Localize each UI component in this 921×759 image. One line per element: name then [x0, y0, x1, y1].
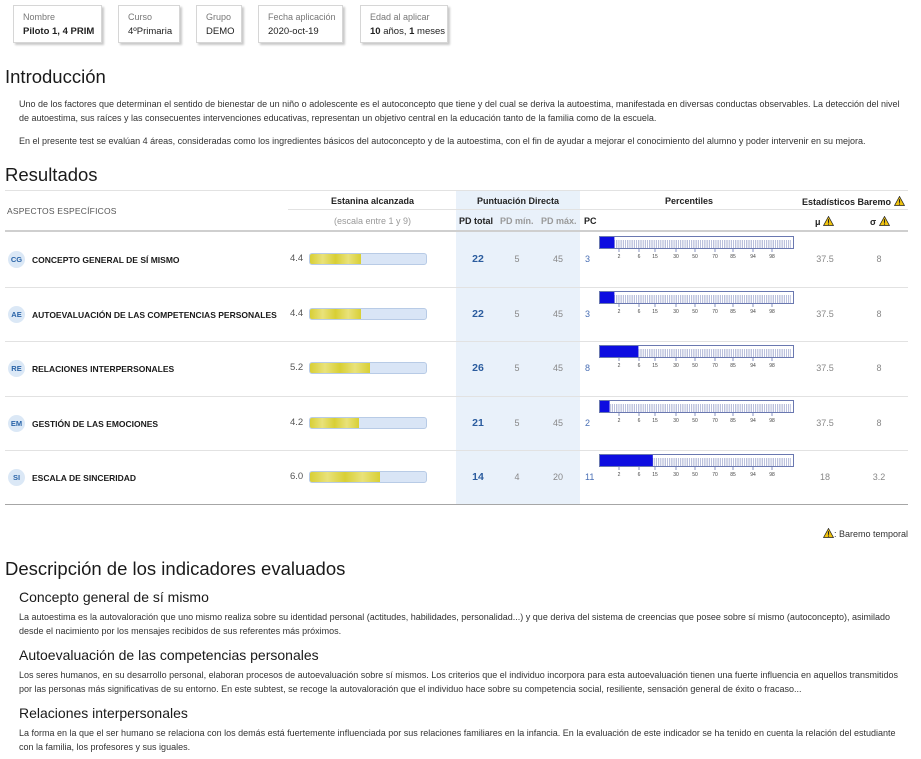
- pd-max-value: 45: [552, 254, 563, 264]
- percentile-tick-label: 70: [712, 254, 718, 260]
- card-label: Curso: [128, 12, 153, 22]
- pd-max-value: 45: [552, 417, 563, 428]
- header-estanina-sub: (escala entre 1 y 9): [334, 216, 412, 226]
- sigma-value: 8: [876, 254, 882, 264]
- pd-max-value: 45: [552, 363, 563, 373]
- percentile-tick-label: 6: [637, 417, 641, 424]
- divider: [288, 209, 908, 210]
- header-pd-total: PD total: [459, 216, 494, 226]
- percentile-bar: [599, 345, 797, 375]
- percentile-tick-label: 50: [692, 363, 698, 369]
- card-value: 10 años, 1 meses: [370, 26, 446, 37]
- card-fecha: [258, 5, 343, 43]
- pd-max-value: 20: [552, 472, 563, 482]
- percentile-tick-label: 94: [750, 254, 756, 260]
- header-pd-min: PD mín.: [500, 216, 534, 226]
- stanine-bar: [309, 417, 427, 429]
- header-pd-max: PD máx.: [541, 216, 577, 226]
- pc-value: 11: [585, 472, 595, 482]
- desc-text-ae: Los seres humanos, en su desarrollo personal, elaboran procesos de autoevaluación sobre sí mismos. Los criterios que el individuo incorpora para esta autoevaluación tienen una fuerte influencia en aquellos transmitidos por las personas más significativas de su entorno. En este subtest, se recoge la autovaloración que el individuo hace sobre su competencia social, resiliente, sensación general de éxito o fracaso...: [19, 670, 899, 694]
- pc-value: 8: [585, 363, 591, 373]
- percentile-tick-label: 85: [730, 254, 736, 260]
- percentile-bar: [599, 291, 797, 321]
- percentile-fill: [600, 401, 610, 412]
- card-value: Piloto 1, 4 PRIM: [23, 26, 95, 37]
- card-value: DEMO: [206, 26, 235, 37]
- mu-value: 37.5: [816, 254, 834, 264]
- aspect-code-badge: SI: [8, 469, 25, 486]
- percentile-bar: [599, 400, 797, 430]
- mu-value: 37.5: [816, 363, 834, 373]
- result-row: [5, 287, 908, 341]
- pd-total-value: 21: [472, 416, 484, 429]
- aspect-name: AUTOEVALUACIÓN DE LAS COMPETENCIAS PERSONALES: [32, 309, 277, 320]
- percentile-fill: [600, 455, 653, 466]
- aspect-code-badge: AE: [8, 306, 25, 323]
- percentile-tick-label: 94: [750, 417, 756, 424]
- header-percentiles: Percentiles: [665, 196, 714, 206]
- percentile-tick-label: 94: [750, 363, 756, 369]
- sigma-value: 3.2: [872, 472, 886, 482]
- stanine-fill: [310, 418, 359, 428]
- pc-value: 3: [585, 254, 591, 264]
- sigma-value: 8: [876, 417, 882, 428]
- percentile-tick-label: 15: [652, 363, 658, 369]
- card-label: Fecha aplicación: [268, 12, 336, 22]
- aspect-name: RELACIONES INTERPERSONALES: [32, 364, 175, 374]
- percentile-tick-label: 15: [652, 254, 658, 260]
- percentile-tick-label: 98: [769, 363, 775, 369]
- stanine-fill: [310, 472, 380, 482]
- stanine-bar: [309, 362, 427, 374]
- warning-icon: [894, 196, 905, 206]
- percentile-fill: [600, 292, 614, 303]
- percentile-tick-label: 50: [692, 472, 698, 478]
- result-row: [5, 232, 908, 286]
- header-estadisticos: Estadísticos Baremo: [802, 196, 905, 207]
- aspect-code-badge: EM: [8, 415, 25, 432]
- card-label: Grupo: [206, 12, 232, 22]
- card-label: Nombre: [23, 12, 56, 22]
- percentile-tick-label: 2: [617, 417, 621, 424]
- stanine-fill: [310, 254, 361, 264]
- percentile-tick-label: 94: [750, 472, 756, 478]
- results-table: [5, 190, 908, 506]
- percentile-tick-label: 15: [652, 417, 658, 424]
- pd-min-value: 5: [514, 363, 520, 373]
- card-label: Edad al aplicar: [370, 12, 430, 22]
- pc-value: 2: [585, 417, 591, 428]
- pd-total-value: 22: [472, 307, 484, 320]
- desc-text-cg: La autoestima es la autovaloración que uno mismo realiza sobre su identidad personal (actitudes, habilidades, personalidad...) y que deriva del sistema de creencias que posee sobre sí mismo (autoconcepto), asimilado desde el nacimiento por los mensajes recibidos de sus referentes más próximos.: [19, 612, 890, 636]
- aspect-name: CONCEPTO GENERAL DE SÍ MISMO: [32, 255, 180, 265]
- desc-title-cg: Concepto general de sí mismo: [19, 589, 209, 605]
- result-row: [5, 450, 908, 504]
- card-nombre: [13, 5, 102, 43]
- stanine-bar: [309, 308, 427, 320]
- percentile-tick-label: 30: [673, 417, 679, 424]
- card-curso: [118, 5, 180, 43]
- percentile-tick-label: 85: [730, 363, 736, 369]
- aspect-code-badge: RE: [8, 360, 25, 377]
- percentile-tick-label: 6: [637, 363, 641, 369]
- percentile-tick-label: 70: [712, 417, 718, 424]
- stanine-value: 4.4: [290, 253, 304, 264]
- percentile-tick-label: 6: [637, 308, 641, 315]
- percentile-bar: [599, 454, 797, 484]
- stanine-value: 4.2: [290, 416, 304, 428]
- header-puntuacion: Puntuación Directa: [477, 196, 560, 206]
- percentile-tick-label: 30: [673, 308, 679, 315]
- intro-title: Introducción: [5, 66, 106, 87]
- pc-value: 3: [585, 308, 591, 319]
- percentile-tick-label: 50: [692, 417, 698, 424]
- result-row: [5, 396, 908, 450]
- pd-min-value: 5: [514, 417, 520, 428]
- card-value: 2020-oct-19: [268, 26, 319, 37]
- desc-text-re: La forma en la que el ser humano se relaciona con los demás está fuertemente influenciada por sus relaciones familiares en la infancia. En la evaluación de este indicador se ha tenido en cuenta la relación del estudiante con la familia, los profesores y sus iguales.: [19, 728, 896, 752]
- stanine-value: 6.0: [290, 471, 304, 482]
- mu-value: 37.5: [816, 417, 834, 428]
- pd-max-value: 45: [552, 308, 563, 319]
- warning-icon: [879, 216, 890, 226]
- descriptions-title: Descripción de los indicadores evaluados: [5, 558, 346, 579]
- warning-icon: [823, 216, 834, 226]
- percentile-tick-label: 30: [673, 363, 679, 369]
- percentile-fill: [600, 346, 638, 357]
- card-grupo: [196, 5, 242, 43]
- stanine-value: 4.4: [290, 307, 304, 319]
- aspect-code-badge: CG: [8, 251, 25, 268]
- mu-value: 37.5: [816, 308, 834, 319]
- percentile-tick-label: 85: [730, 472, 736, 478]
- intro-paragraph-1: Uno de los factores que determinan el sentido de bienestar de un niño o adolescente es el autoconcepto que tiene y del cual se deriva la autoestima, manifestada en diversas conductas observables. La detección del nivel de autoestima, sus raíces y las consecuentes intervenciones educativas, representan un objetivo central en la educación tanto de la familia como de la escuela.: [19, 99, 900, 123]
- percentile-tick-label: 98: [769, 472, 775, 478]
- desc-title-re: Relaciones interpersonales: [19, 705, 188, 721]
- pd-total-value: 22: [472, 253, 484, 265]
- percentile-tick-label: 85: [730, 417, 736, 424]
- pd-min-value: 4: [514, 472, 520, 482]
- percentile-tick-label: 70: [712, 308, 718, 315]
- header-estanina: Estanina alcanzada: [331, 196, 415, 206]
- header-mu: μ: [815, 216, 834, 227]
- intro-paragraph-2: En el presente test se evalúan 4 áreas, consideradas como los ingredientes básicos del autoconcepto y de la autoestima, con el fin de ayudar a mejorar el conocimiento del alumno y poder intervenir en su mejora.: [19, 136, 866, 146]
- stanine-fill: [310, 363, 370, 373]
- percentile-tick-label: 2: [617, 363, 621, 369]
- percentile-tick-label: 15: [652, 472, 658, 478]
- aspect-name: ESCALA DE SINCERIDAD: [32, 473, 137, 483]
- percentile-tick-label: 70: [712, 363, 718, 369]
- percentile-tick-label: 15: [652, 308, 658, 315]
- percentile-bar: [599, 236, 797, 266]
- header-aspectos: ASPECTOS ESPECÍFICOS: [7, 206, 117, 216]
- stanine-bar: [309, 471, 427, 483]
- stanine-fill: [310, 309, 361, 319]
- stanine-bar: [309, 253, 427, 265]
- card-value: 4ºPrimaria: [128, 26, 173, 37]
- percentile-tick-label: 98: [769, 254, 775, 260]
- percentile-tick-label: 2: [617, 308, 621, 315]
- percentile-tick-label: 50: [692, 254, 698, 260]
- desc-title-ae: Autoevaluación de las competencias personales: [19, 647, 319, 663]
- pd-total-value: 14: [472, 471, 484, 483]
- percentile-tick-label: 30: [673, 254, 679, 260]
- aspect-name: GESTIÓN DE LAS EMOCIONES: [32, 418, 159, 429]
- sigma-value: 8: [876, 363, 882, 373]
- mu-value: 18: [819, 472, 830, 482]
- percentile-tick-label: 70: [712, 472, 718, 478]
- percentile-tick-label: 6: [637, 254, 641, 260]
- card-edad: [360, 5, 448, 43]
- percentile-fill: [600, 237, 614, 248]
- sigma-value: 8: [876, 308, 882, 319]
- baremo-note: : Baremo temporal: [823, 528, 908, 539]
- percentile-tick-label: 85: [730, 308, 736, 315]
- pd-total-value: 26: [472, 362, 484, 374]
- header-sigma: σ: [870, 216, 890, 227]
- results-title: Resultados: [5, 164, 98, 185]
- pd-min-value: 5: [514, 308, 520, 319]
- header-pc: PC: [584, 216, 597, 226]
- result-row: [5, 341, 908, 395]
- percentile-tick-label: 2: [617, 472, 621, 478]
- percentile-tick-label: 6: [637, 472, 641, 478]
- percentile-tick-label: 98: [769, 417, 775, 424]
- warning-icon: [823, 528, 834, 538]
- stanine-value: 5.2: [290, 362, 304, 373]
- percentile-tick-label: 94: [750, 308, 756, 315]
- pd-min-value: 5: [514, 254, 520, 264]
- divider: [5, 190, 908, 191]
- percentile-tick-label: 30: [673, 472, 679, 478]
- table-bottom-border: [5, 504, 908, 505]
- percentile-tick-label: 2: [617, 254, 621, 260]
- percentile-tick-label: 98: [769, 308, 775, 315]
- percentile-tick-label: 50: [692, 308, 698, 315]
